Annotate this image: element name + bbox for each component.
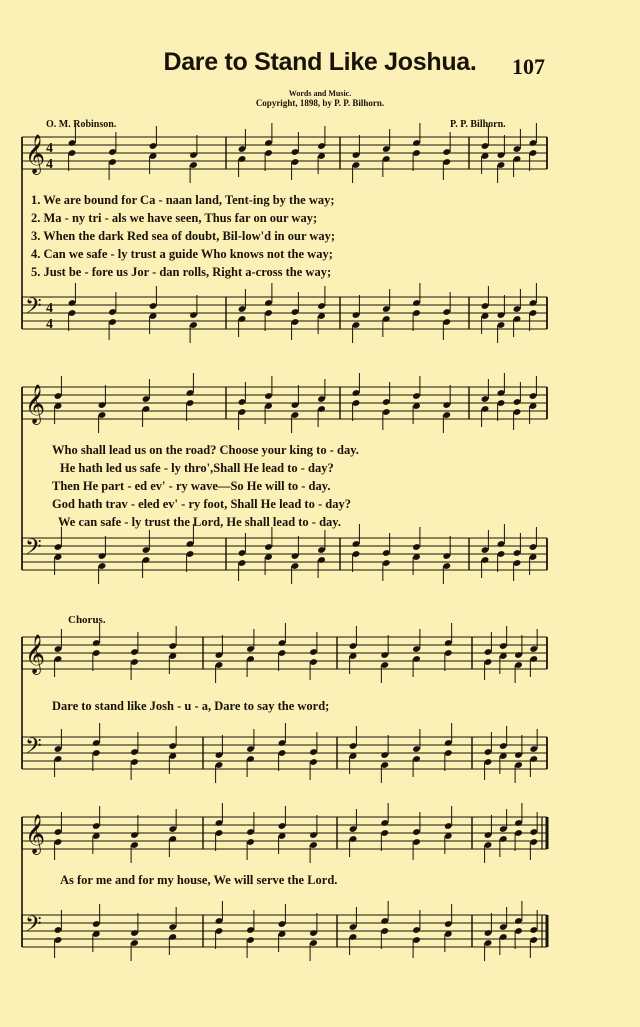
- treble-clef-icon: 𝄞: [25, 384, 46, 424]
- hymn-title: Dare to Stand Like Joshua.: [163, 48, 477, 76]
- treble-clef-icon: 𝄞: [25, 134, 46, 174]
- verse-4-line-2: God hath trav - eled ev' - ry foot, Shall He lead to - day?: [52, 497, 351, 511]
- verse-3-line-2: Then He part - ed ev' - ry wave—So He will to - day.: [52, 479, 331, 493]
- time-sig-bottom: 4: [46, 157, 53, 172]
- bass-clef-icon: 𝄢: [25, 294, 42, 324]
- verse-1-line-2: Who shall lead us on the road? Choose your king to - day.: [52, 443, 359, 457]
- verse-5-line-1: 5. Just be - fore us Jor - dan rolls, Right a-cross the way;: [31, 265, 332, 279]
- copyright-note: Copyright, 1898, by P. P. Bilhorn.: [255, 98, 385, 108]
- chorus-label: Chorus.: [68, 614, 106, 626]
- verse-2-line-2: He hath led us safe - ly thro',Shall He lead to - day?: [60, 461, 334, 475]
- composer-credit: P. P. Bilhorn.: [450, 119, 506, 130]
- page-number: 107: [512, 54, 545, 79]
- words-and-music-note: Words and Music.: [288, 89, 352, 98]
- time-sig-top: 4: [46, 141, 53, 156]
- time-sig-bottom: 4: [46, 317, 53, 332]
- chorus-line-1: Dare to stand like Josh - u - a, Dare to say the word;: [52, 699, 330, 713]
- treble-clef-icon: 𝄞: [25, 634, 46, 674]
- time-sig-top: 4: [46, 301, 53, 316]
- verse-5-line-2: We can safe - ly trust the Lord, He shall lead to - day.: [58, 515, 341, 529]
- verse-3-line-1: 3. When the dark Red sea of doubt, Bil-low'd in our way;: [31, 229, 336, 243]
- treble-clef-icon: 𝄞: [25, 814, 46, 854]
- verse-4-line-1: 4. Can we safe - ly trust a guide Who knows not the way;: [31, 247, 333, 261]
- bass-clef-icon: 𝄢: [25, 734, 42, 764]
- chorus-line-2: As for me and for my house, We will serve the Lord.: [60, 873, 338, 887]
- bass-clef-icon: 𝄢: [25, 535, 42, 565]
- verse-1-line-1: 1. We are bound for Ca - naan land, Tent-ing by the way;: [31, 193, 335, 207]
- poet-credit: O. M. Robinson.: [46, 119, 117, 130]
- bass-clef-icon: 𝄢: [25, 912, 42, 942]
- verse-2-line-1: 2. Ma - ny tri - als we have seen, Thus far on our way;: [31, 211, 318, 225]
